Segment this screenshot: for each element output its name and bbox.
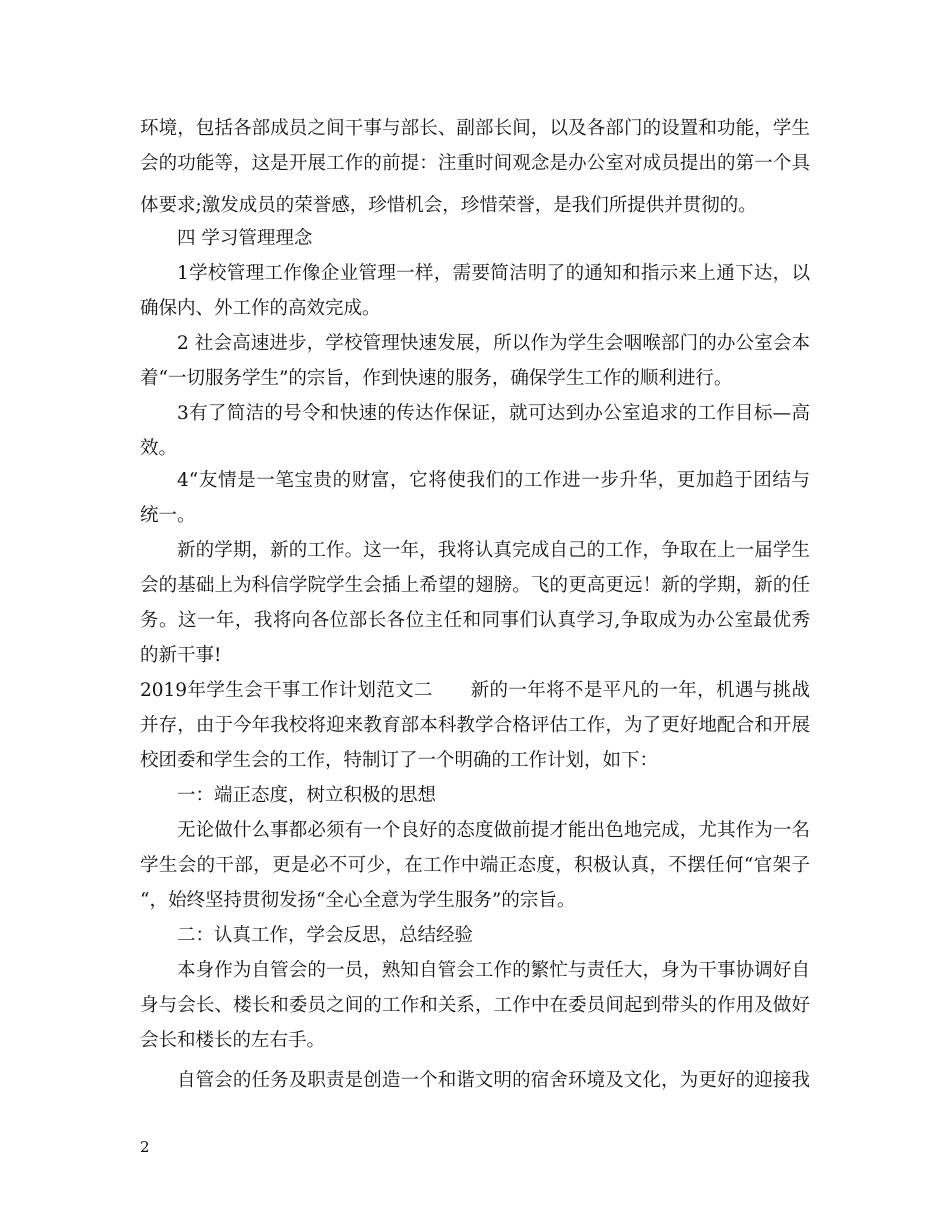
text-line: 一：端正态度，树立积极的思想 xyxy=(177,785,437,806)
text-line: 会的基础上为科信学院学生会插上希望的翅膀。飞的更高更远！新的学期，新的任 xyxy=(140,575,810,596)
text-line: 1学校管理工作像企业管理一样，需要简洁明了的通知和指示来上通下达，以 xyxy=(177,263,810,284)
text-line: 四 学习管理理念 xyxy=(177,228,313,249)
text-line: 自管会的任务及职责是创造一个和谐文明的宿舍环境及文化，为更好的迎接我 xyxy=(177,1070,810,1091)
page-number: 2 xyxy=(140,1138,150,1156)
text-line: 效。 xyxy=(140,438,178,459)
text-line: 2 社会高速进步，学校管理快速发展，所以作为学生会咽喉部门的办公室会本 xyxy=(177,333,810,354)
text-line: 2019年学生会干事工作计划范文二 新的一年将不是平凡的一年，机遇与挑战 xyxy=(140,680,810,701)
text-line: 学生会的干部，更是必不可少，在工作中端正态度，积极认真，不摆任何“官架子 xyxy=(140,855,810,876)
text-line: 身与会长、楼长和委员之间的工作和关系，工作中在委员间起到带头的作用及做好 xyxy=(140,995,810,1016)
text-line: 新的学期，新的工作。这一年，我将认真完成自己的工作，争取在上一届学生 xyxy=(177,540,810,561)
text-line: 4“友情是一笔宝贵的财富，它将使我们的工作进一步升华，更加趋于团结与 xyxy=(177,470,810,491)
text-line: “，始终坚持贯彻发扬“全心全意为学生服务”的宗旨。 xyxy=(140,890,576,911)
text-line: 确保内、外工作的高效完成。 xyxy=(140,298,381,319)
text-line: 统一。 xyxy=(140,505,196,526)
text-line: 并存，由于今年我校将迎来教育部本科教学合格评估工作，为了更好地配合和开展 xyxy=(140,715,810,736)
text-line: 本身作为自管会的一员，熟知自管会工作的繁忙与责任大，身为干事协调好自 xyxy=(177,960,810,981)
text-line: 会的功能等，这是开展工作的前提：注重时间观念是办公室对成员提出的第一个具 xyxy=(140,153,810,174)
text-line: 务。这一年，我将向各位部长各位主任和同事们认真学习,争取成为办公室最优秀 xyxy=(140,610,810,631)
text-line: 着“一切服务学生”的宗旨，作到快速的服务，确保学生工作的顺利进行。 xyxy=(140,368,733,389)
text-line: 校团委和学生会的工作，特制订了一个明确的工作计划，如下： xyxy=(140,750,659,771)
text-line: 体要求;激发成员的荣誉感，珍惜机会，珍惜荣誉，是我们所提供并贯彻的。 xyxy=(140,195,757,216)
text-line: 环境，包括各部成员之间干事与部长、副部长间，以及各部门的设置和功能，学生 xyxy=(140,118,810,139)
text-line: 会长和楼长的左右手。 xyxy=(140,1030,326,1051)
text-line: 无论做什么事都必须有一个良好的态度做前提才能出色地完成，尤其作为一名 xyxy=(177,820,810,841)
text-line: 的新干事! xyxy=(140,645,222,666)
text-line: 3有了简洁的号令和快速的传达作保证，就可达到办公室追求的工作目标—高 xyxy=(177,403,810,424)
text-line: 二：认真工作，学会反思，总结经验 xyxy=(177,925,474,946)
